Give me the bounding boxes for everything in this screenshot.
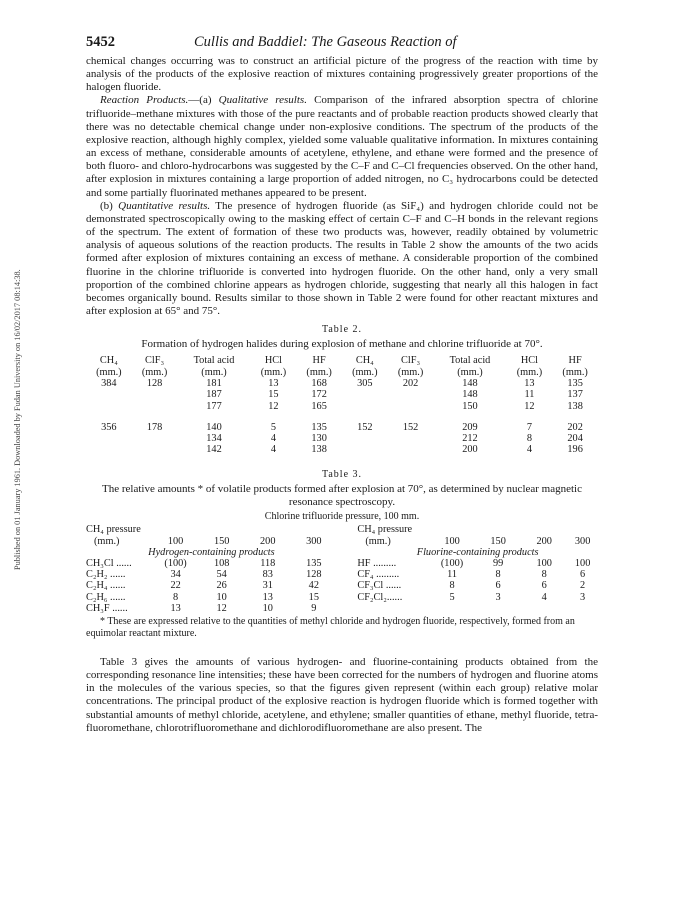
table-cell: 13 <box>262 591 273 603</box>
table-cell: 8 <box>495 569 501 581</box>
empty-cell <box>245 524 291 535</box>
table-cell: 15 <box>308 591 319 603</box>
table-row <box>86 422 598 433</box>
empty-cell <box>337 603 357 614</box>
table-cell: 165 <box>311 400 327 412</box>
table-cell: 4 <box>270 432 276 444</box>
table-cell: (100) <box>440 557 464 569</box>
table-cell <box>521 603 567 614</box>
table-cell: 3 <box>495 591 501 603</box>
table-cell: 22 <box>170 580 181 592</box>
table-cell: 181 <box>206 378 222 390</box>
table-cell: 172 <box>311 389 327 401</box>
table-cell: 100 <box>574 557 591 569</box>
table-cell: 8 <box>173 591 179 603</box>
column-header: (mm.) <box>260 366 287 378</box>
table-cell: 137 <box>567 389 583 401</box>
table-cell: 384 <box>101 378 117 390</box>
table-cell: 148 <box>462 389 478 401</box>
table-cell: 202 <box>402 378 419 390</box>
species-name: CH₃Cl ...... <box>86 557 132 569</box>
table-cell: 8 <box>449 580 455 592</box>
table-header-row <box>86 524 598 535</box>
column-header: ClF₃ <box>145 355 165 367</box>
download-watermark: Published on 01 January 1961. Downloaded by Fudan University on 16/02/2017 08:14:38. <box>13 269 22 570</box>
table-cell: 200 <box>462 444 478 456</box>
empty-cell <box>199 524 245 535</box>
table-cell: 12 <box>268 400 279 412</box>
spacer-cell <box>86 412 132 422</box>
table-row <box>86 389 598 400</box>
table-cell: 13 <box>170 602 181 614</box>
table-cell: 5 <box>270 421 276 433</box>
column-header: HF <box>568 355 582 367</box>
table-cell: 6 <box>495 580 501 592</box>
empty-cell <box>291 524 337 535</box>
table-cell: 187 <box>206 389 222 401</box>
page-header <box>86 34 598 51</box>
column-header: (mm.) <box>516 366 543 378</box>
table-cell <box>86 433 132 444</box>
table-cell: 5 <box>449 591 455 603</box>
table-header-row <box>86 355 598 367</box>
table-cell <box>388 433 434 444</box>
table-header-row <box>86 367 598 379</box>
group-spacer <box>86 412 598 422</box>
empty-cell <box>337 592 357 603</box>
species-name: CH₃F ...... <box>86 602 128 614</box>
column-header: Total acid <box>449 355 491 367</box>
table-cell: 178 <box>146 421 163 433</box>
table-cell: 356 <box>101 421 117 433</box>
table-row <box>86 603 598 614</box>
paragraph-4: Table 3 gives the amounts of various hydrogen- and fluorine-containing products obtained from the corresponding resonance line intensities; these have been corrected for the numbers of hydrogen and fluorine atoms in the molecules of the various species, so that the figures given represent (within each group) relative molar concentrations. The principal product of the explosive reaction is hydrogen fluoride which is formed together with substantial amounts of methyl chloride, acetylene, and ethylene; smaller quantities of ethane, methyl fluoride, tetra-fluoromethane, chlorotrifluoromethane and dichlorodifluoromethane are also present. The <box>86 655 598 734</box>
empty-cell <box>429 524 475 535</box>
pressure-value: 200 <box>260 535 276 547</box>
page-number: 5452 <box>86 34 115 50</box>
table-cell: 212 <box>462 432 478 444</box>
table-cell: 209 <box>462 421 478 433</box>
table-cell <box>132 389 178 400</box>
table-row <box>86 444 598 455</box>
column-header: (mm.) <box>457 366 483 378</box>
page-body <box>86 34 598 735</box>
table-row <box>86 433 598 444</box>
table-cell <box>388 444 434 455</box>
table3-label: Table 3. <box>321 469 363 481</box>
table-cell: 130 <box>311 432 327 444</box>
table-cell: 140 <box>206 421 222 433</box>
table-cell <box>132 401 178 412</box>
pressure-label: CH₄ pressure <box>357 524 413 536</box>
species-name <box>357 603 429 614</box>
table-cell <box>342 433 388 444</box>
table-cell <box>86 401 132 412</box>
table-cell: 6 <box>580 569 586 581</box>
table-cell: 12 <box>524 400 535 412</box>
pressure-value: 100 <box>167 535 184 547</box>
table-cell: 138 <box>567 400 583 412</box>
table-cell <box>342 444 388 455</box>
paragraph-3: (b) Quantitative results. The presence of hydrogen fluoride (as SiF₄) and hydrogen chloride could not be demonstrated spectroscopically owing to the masking effect of certain C–F and C–H bonds in the relevant regions of the spectrum. The extent of formation of these two products was, however, readily obtained by volumetric analysis of aqueous solutions of the reaction products. The results in Table 2 show the amounts of the two acids formed after explosion of mixtures containing an excess of methane. A considerable proportion of the combined fluorine in the chlorine trifluoride is converted into hydrogen fluoride. On the other hand, only a very small proportion of the combined chlorine appears as hydrogen chloride, suggesting that nearly all this halogen in fact becomes organically bound. Results similar to those shown in Table 2 were found for other reactant mixtures and after explosion at 65° and 75°. <box>86 199 598 317</box>
species-name: HF ......... <box>357 557 397 569</box>
table-cell: 134 <box>206 432 222 444</box>
table-cell: 135 <box>311 421 327 433</box>
table-cell <box>342 389 388 400</box>
empty-cell <box>337 558 357 569</box>
table-cell: 2 <box>580 580 586 592</box>
table-cell: 138 <box>311 444 327 456</box>
column-header: HCl <box>520 355 538 367</box>
table-cell <box>86 444 132 455</box>
table-cell: 10 <box>216 591 227 603</box>
table3-footnote: * These are expressed relative to the quantities of methyl chloride and hydrogen fluoride, respectively, formed from an equimolar reactant mixture. <box>86 615 575 639</box>
table-row <box>86 569 598 580</box>
table-cell <box>132 444 178 455</box>
table-cell: 3 <box>580 591 586 603</box>
table-cell <box>388 401 434 412</box>
table-cell: 128 <box>306 569 322 581</box>
table-cell: 12 <box>216 602 227 614</box>
table-cell: 7 <box>526 421 532 433</box>
table-cell: (100) <box>164 557 187 569</box>
empty-cell <box>337 569 357 580</box>
table-cell: 83 <box>262 569 273 581</box>
empty-cell <box>475 524 521 535</box>
table-cell: 8 <box>541 569 547 581</box>
table-cell: 305 <box>357 378 373 390</box>
paragraph-1: chemical changes occurring was to construct an artificial picture of the progress of the reaction with time by analysis of the products of the explosive reaction of mixtures containing progressively greater proportions of the halogen fluoride. <box>86 55 598 94</box>
table-cell: 152 <box>357 421 373 433</box>
empty-cell <box>337 580 357 591</box>
pressure-unit: (mm.) <box>94 535 120 547</box>
column-header: (mm.) <box>96 366 122 378</box>
group-heading-row <box>86 547 598 558</box>
table-row <box>86 558 598 569</box>
empty-cell <box>153 524 199 535</box>
table-row <box>86 378 598 389</box>
species-name: CF₃Cl ...... <box>357 580 402 592</box>
table-cell: 135 <box>567 378 583 390</box>
table-cell: 9 <box>311 602 317 614</box>
column-header: CH₄ <box>355 355 374 367</box>
section-heading: Reaction Products. <box>100 94 189 107</box>
table-cell: 6 <box>541 580 547 592</box>
table-cell: 148 <box>462 378 478 390</box>
species-name: CF₄ ......... <box>357 569 400 581</box>
table-cell: 8 <box>526 432 532 444</box>
table-cell: 4 <box>526 444 532 456</box>
pressure-unit: (mm.) <box>365 535 391 547</box>
column-header: HCl <box>264 355 283 367</box>
table-cell: 118 <box>260 557 276 569</box>
table3 <box>86 524 598 614</box>
pressure-value: 150 <box>213 535 230 547</box>
running-title: Cullis and Baddiel: The Gaseous Reaction of <box>194 34 457 50</box>
species-name: C₂H₆ ...... <box>86 591 126 603</box>
pressure-value: 200 <box>536 535 552 547</box>
table-cell: 168 <box>311 378 327 390</box>
pressure-value: 100 <box>444 535 460 547</box>
paragraph-2: Reaction Products.—(a) Qualitative results. Comparison of the infrared absorption spectra of chlorine trifluoride–methane mixtures with those of the pure reactants and of probable reaction products showed clearly that there was no detectable chemical change under non-explosive conditions. The spectrum of the products of the explosive reaction, although highly complex, yielded some valuable qualitative information. In mixtures containing an excess of methane, considerable amounts of acetylene, ethylene, and ethane were formed and the presence of both fluoro- and chloro-hydrocarbons was suggested by the C–F and C–Cl frequencies observed. On the other hand, after explosion in mixtures containing a large proportion of added nitrogen, no C₃ hydrocarbons could be detected and some partially fluorinated methanes appeared to be present. <box>86 94 598 199</box>
table-cell: 99 <box>492 557 504 569</box>
table2 <box>86 355 598 455</box>
table-cell <box>429 603 475 614</box>
empty-cell <box>337 547 357 558</box>
column-header: (mm.) <box>141 366 168 378</box>
empty-cell <box>567 524 598 535</box>
table3-caption: The relative amounts * of volatile products formed after explosion at 70°, as determined by nuclear magnetic resonance spectroscopy. <box>102 483 582 509</box>
table2-caption: Formation of hydrogen halides during explosion of methane and chlorine trifluoride at 70°. <box>141 338 543 351</box>
table-cell <box>86 389 132 400</box>
table-cell: 152 <box>402 421 419 433</box>
table-cell <box>567 603 598 614</box>
column-header: ClF₃ <box>401 355 421 367</box>
pressure-value: 300 <box>574 535 591 547</box>
empty-cell <box>337 524 357 535</box>
table-cell: 31 <box>262 580 273 592</box>
subsection-heading: Qualitative results. <box>218 94 307 107</box>
table-cell: 135 <box>306 557 322 569</box>
table-cell: 13 <box>524 378 535 390</box>
table-cell <box>475 603 521 614</box>
table-cell: 15 <box>268 389 279 401</box>
table-cell: 4 <box>541 591 547 603</box>
table-cell: 13 <box>268 378 279 390</box>
table-row <box>86 592 598 603</box>
table-cell: 11 <box>447 569 457 581</box>
table-row <box>86 401 598 412</box>
table-cell: 142 <box>206 444 222 456</box>
species-name: C₂H₂ ...... <box>86 569 126 581</box>
species-name: CF₂Cl₂...... <box>357 591 403 603</box>
table-cell: 54 <box>216 569 227 581</box>
species-name: C₂H₄ ...... <box>86 580 126 592</box>
group-heading-hydrogen: Hydrogen-containing products <box>148 546 275 558</box>
table-header-row <box>86 536 598 547</box>
column-header: (mm.) <box>201 366 227 378</box>
column-header: HF <box>312 355 326 367</box>
pressure-value: 150 <box>490 535 506 547</box>
table-cell: 26 <box>216 580 227 592</box>
table-cell: 4 <box>270 444 276 456</box>
table-cell: 108 <box>213 557 230 569</box>
pressure-label: CH₄ pressure <box>86 524 141 536</box>
empty-cell <box>521 524 567 535</box>
table-cell: 128 <box>146 378 163 390</box>
table-cell: 100 <box>536 557 552 569</box>
column-header: (mm.) <box>352 366 378 378</box>
table-cell: 10 <box>262 602 273 614</box>
column-header: (mm.) <box>397 366 424 378</box>
subsection-heading: Quantitative results. <box>118 199 211 212</box>
table2-label: Table 2. <box>321 324 363 336</box>
table3-subcaption: Chlorine trifluoride pressure, 100 mm. <box>264 511 420 523</box>
column-header: (mm.) <box>562 366 588 378</box>
column-header: (mm.) <box>306 366 332 378</box>
table-cell <box>342 401 388 412</box>
table-cell <box>132 433 178 444</box>
pressure-value: 300 <box>306 535 322 547</box>
group-heading-fluorine: Fluorine-containing products <box>416 546 539 558</box>
table-cell: 177 <box>206 400 222 412</box>
table-cell: 34 <box>170 569 181 581</box>
table-cell: 196 <box>567 444 583 456</box>
table-cell: 204 <box>567 432 583 444</box>
table-row <box>86 580 598 591</box>
table-cell <box>388 389 434 400</box>
table-cell: 11 <box>524 389 535 401</box>
empty-cell <box>337 536 357 547</box>
column-header: CH₄ <box>99 355 118 367</box>
table-cell: 150 <box>462 400 478 412</box>
table-cell: 42 <box>308 580 319 592</box>
table-cell: 202 <box>567 421 583 433</box>
column-header: Total acid <box>193 355 235 367</box>
